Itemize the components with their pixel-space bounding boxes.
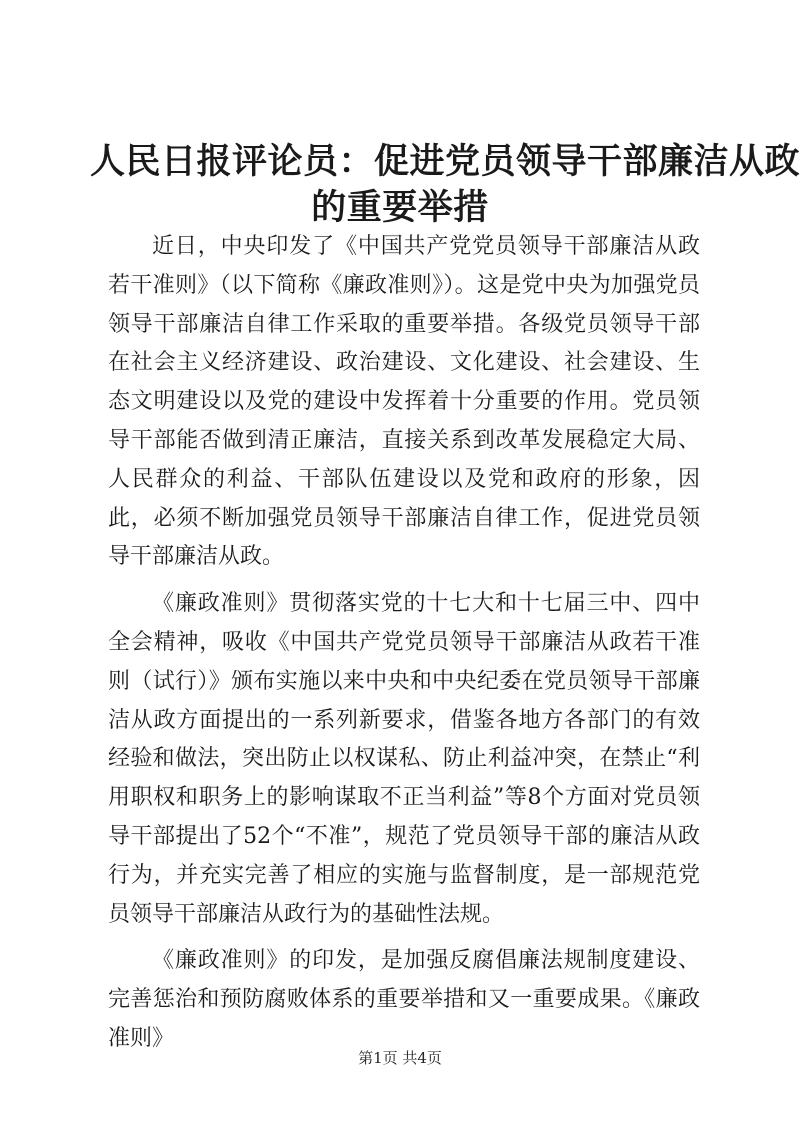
paragraph-3: 《廉政准则》的印发，是加强反腐倡廉法规制度建设、完善惩治和预防腐败体系的重要举措和又一重要成果。《廉政准则》 — [108, 948, 700, 1051]
paragraph-2: 《廉政准则》贯彻落实党的十七大和十七届三中、四中全会精神，吸收《中国共产党党员领导干部廉洁从政若干准则（试行）》颁布实施以来中央和中央纪委在党员领导干部廉洁从政方面提出的一系列新要求，借鉴各地方各部门的有效经验和做法，突出防止以权谋私、防止利益冲突，在禁止“利用职权和职务上的影响谋取不正当利益”等8个方面对党员领导干部提出了52个“不准”，规范了党员领导干部的廉洁从政行为，并充实完善了相应的实施与监督制度，是一部规范党员领导干部廉洁从政行为的基础性法规。 — [108, 591, 700, 927]
document-title-line-2: 的重要举措 — [311, 187, 489, 228]
paragraph-1: 近日，中央印发了《中国共产党党员领导干部廉洁从政若干准则》（以下简称《廉政准则》）。这是党中央为加强党员领导干部廉洁自律工作采取的重要举措。各级党员领导干部在社会主义经济建设、政治建设、文化建设、社会建设、生态文明建设以及党的建设中发挥着十分重要的作用。党员领导干部能否做到清正廉洁，直接关系到改革发展稳定大局、人民群众的利益、干部队伍建设以及党和政府的形象，因此，必须不断加强党员领导干部廉洁自律工作，促进党员领导干部廉洁从政。 — [108, 234, 700, 570]
page-number-footer: 第1页 共4页 — [358, 1049, 442, 1067]
document-body — [108, 228, 700, 1067]
document-title-line-1: 人民日报评论员：促进党员领导干部廉洁从政 — [90, 141, 800, 182]
